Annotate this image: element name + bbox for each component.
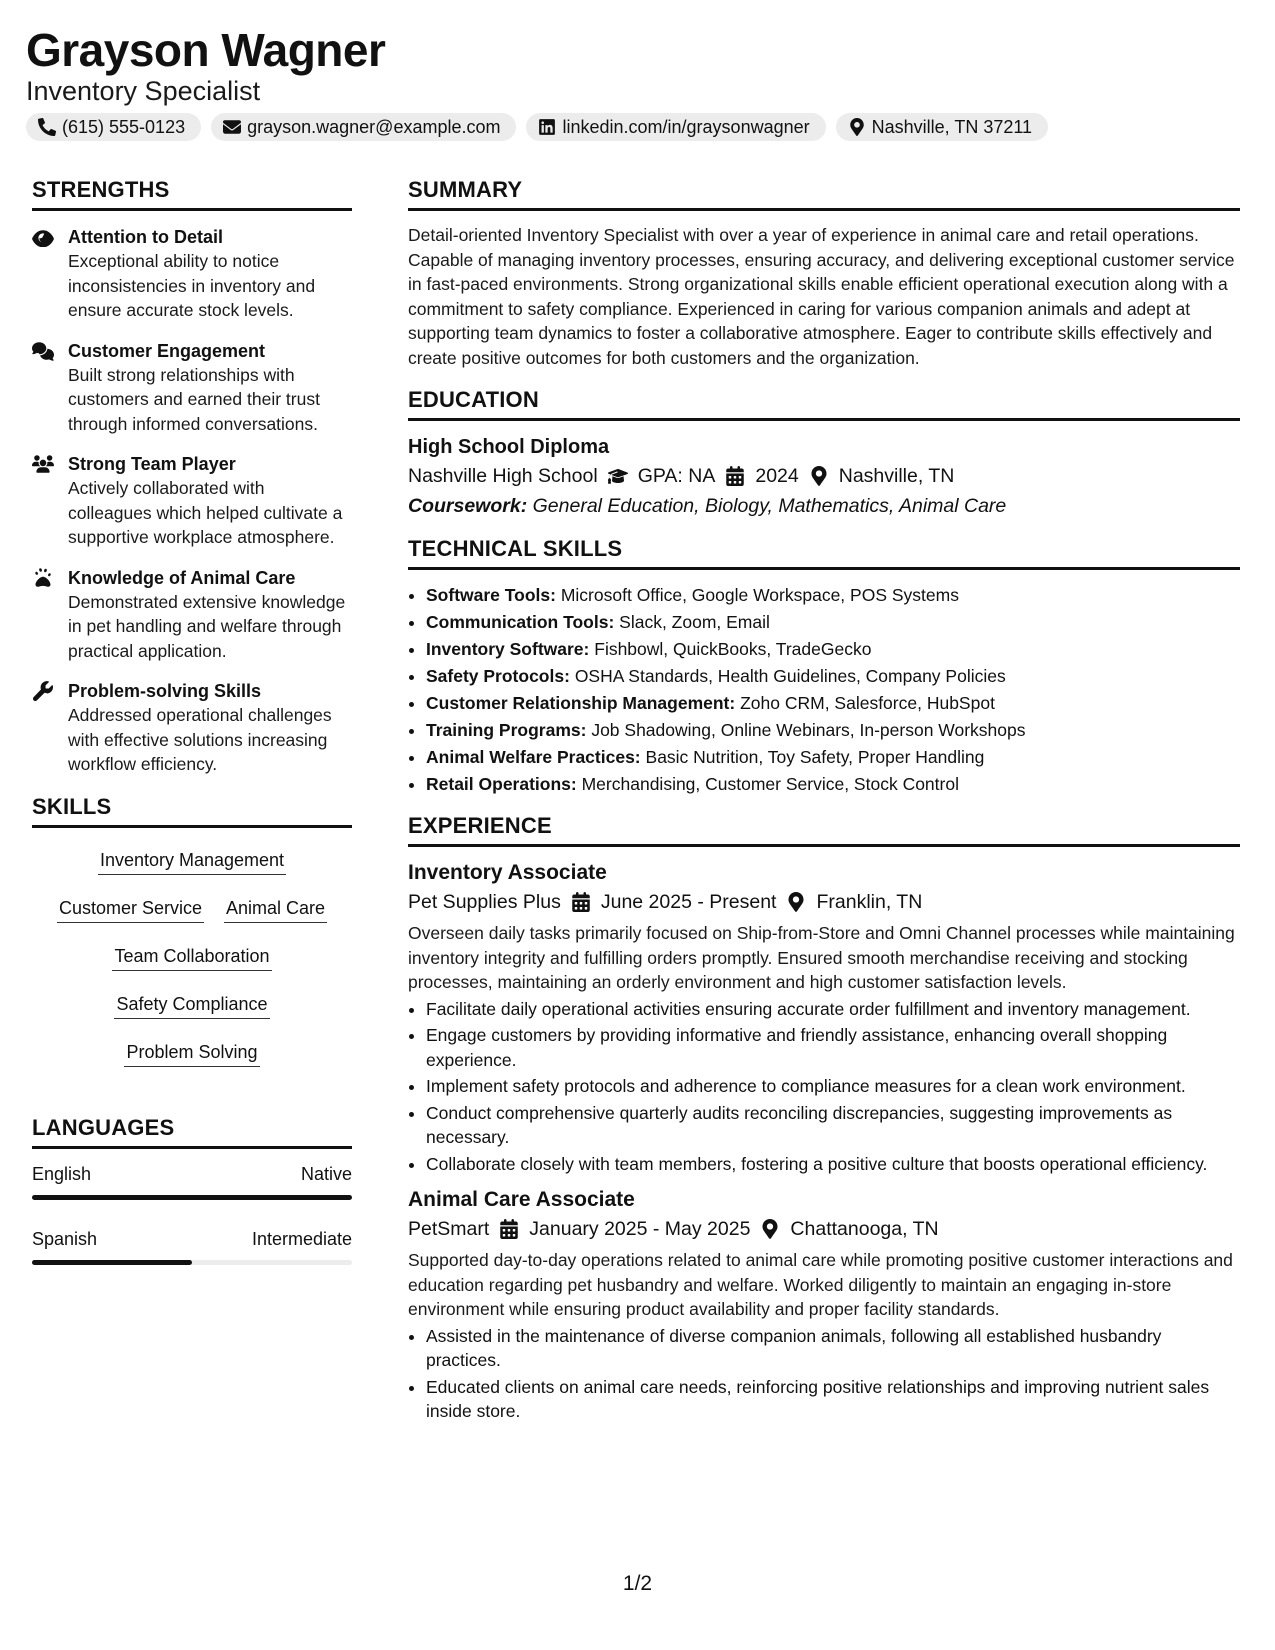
skill-tag: Safety Compliance bbox=[114, 988, 269, 1019]
strengths-list bbox=[32, 223, 352, 777]
job-company: PetSmart bbox=[408, 1218, 490, 1240]
job-title: Inventory Associate bbox=[408, 861, 607, 884]
right-column bbox=[408, 176, 1240, 1434]
contact-email-text: grayson.wagner@example.com bbox=[247, 116, 501, 137]
job-bullets bbox=[408, 1324, 1240, 1424]
list-item: • Implement safety protocols and adherence to compliance measures for a clean work environment. bbox=[426, 1074, 1240, 1099]
list-item: • Assisted in the maintenance of diverse companion animals, following all established husbandry practices. bbox=[426, 1324, 1240, 1373]
strength-desc: Actively collaborated with colleagues which helped cultivate a supportive workplace atmosphere. bbox=[68, 478, 343, 547]
skills-list bbox=[32, 840, 352, 1084]
language-level: Native bbox=[300, 1163, 352, 1184]
languages-list bbox=[32, 1161, 352, 1265]
strength-item bbox=[32, 452, 352, 550]
list-item bbox=[426, 771, 1240, 798]
tech-skill-value: OSHA Standards, Health Guidelines, Company Policies bbox=[574, 666, 1006, 686]
strength-title: Strong Team Player bbox=[68, 454, 236, 474]
strength-desc: Exceptional ability to notice inconsistencies in inventory and ensure accurate stock levels. bbox=[68, 251, 316, 320]
contact-bar bbox=[26, 113, 1048, 141]
language-proficiency-fill bbox=[32, 1260, 192, 1265]
page-number: 1/2 bbox=[622, 1572, 653, 1595]
contact-phone-text: (615) 555-0123 bbox=[62, 116, 186, 137]
contact-phone[interactable] bbox=[26, 113, 201, 141]
calendar-icon bbox=[499, 1219, 519, 1239]
education-coursework bbox=[408, 491, 1240, 521]
tech-skill-value: Slack, Zoom, Email bbox=[619, 612, 770, 632]
technical-skills-heading: TECHNICAL SKILLS bbox=[408, 535, 1240, 570]
skill-tag: Customer Service bbox=[57, 892, 204, 923]
tech-skill-label: Animal Welfare Practices: bbox=[426, 747, 641, 767]
strength-item bbox=[32, 339, 352, 437]
summary-text: Detail-oriented Inventory Specialist with over a year of experience in animal care and retail operations. Capable of managing inventory processes, ensuring accuracy, and delivering exceptional customer service in fast-paced environments. Strong organizational skills enable efficient operational execution along with a commitment to safety compliance. Experienced in caring for various companion animals and adept at supporting team dynamics to foster a collaborative atmosphere. Eager to contribute skills effectively and create positive outcomes for both customers and the organization. bbox=[408, 225, 1235, 368]
tech-skill-label: Communication Tools: bbox=[426, 612, 615, 632]
linkedin-icon bbox=[538, 118, 556, 136]
strength-desc: Built strong relationships with customers and earned their trust through informed conversations. bbox=[68, 364, 320, 434]
list-item bbox=[426, 690, 1240, 717]
skill-tag: Animal Care bbox=[224, 892, 327, 923]
job-dates: January 2025 - May 2025 bbox=[529, 1218, 751, 1240]
list-item bbox=[426, 663, 1240, 690]
education-gpa: GPA: NA bbox=[637, 465, 716, 487]
map-pin-icon bbox=[848, 118, 866, 136]
job-bullets bbox=[408, 997, 1240, 1177]
tech-skill-value: Zoho CRM, Salesforce, HubSpot bbox=[740, 693, 995, 713]
map-pin-icon bbox=[760, 1219, 780, 1239]
skill-tag: Team Collaboration bbox=[112, 940, 271, 971]
tech-skill-label: Customer Relationship Management: bbox=[426, 693, 736, 713]
experience-heading: EXPERIENCE bbox=[408, 812, 1240, 847]
job-company: Pet Supplies Plus bbox=[408, 891, 561, 913]
skill-tag: Inventory Management bbox=[98, 844, 286, 875]
candidate-title: Inventory Specialist bbox=[26, 76, 261, 106]
contact-linkedin[interactable] bbox=[526, 113, 825, 141]
education-degree: High School Diploma bbox=[408, 436, 610, 458]
tech-skill-label: Software Tools: bbox=[426, 585, 556, 605]
comments-icon bbox=[32, 341, 54, 361]
strength-title: Knowledge of Animal Care bbox=[68, 567, 296, 588]
wrench-icon bbox=[32, 681, 54, 701]
list-item bbox=[426, 744, 1240, 771]
tech-skill-value: Fishbowl, QuickBooks, TradeGecko bbox=[594, 639, 872, 659]
job-entry bbox=[408, 1186, 1240, 1424]
languages-heading: LANGUAGES bbox=[32, 1114, 352, 1149]
tech-skill-value: Microsoft Office, Google Workspace, POS Systems bbox=[560, 585, 959, 605]
tech-skill-value: Merchandising, Customer Service, Stock Control bbox=[581, 774, 959, 794]
language-name: English bbox=[32, 1163, 92, 1184]
tech-skill-label: Inventory Software: bbox=[426, 639, 590, 659]
paw-icon bbox=[32, 568, 54, 588]
education-meta bbox=[408, 461, 1240, 491]
education-school: Nashville High School bbox=[408, 465, 598, 487]
job-description: Supported day-to-day operations related to animal care while promoting positive customer interactions and education regarding pet husbandry and welfare. Worked diligently to maintain an engaging in-store environment while ensuring product availability and proper facility standards. bbox=[408, 1250, 1233, 1319]
contact-location bbox=[836, 113, 1048, 141]
list-item: • Collaborate closely with team members, fostering a positive culture that boosts operational efficiency. bbox=[426, 1152, 1240, 1177]
list-item bbox=[426, 717, 1240, 744]
contact-location-text: Nashville, TN 37211 bbox=[871, 116, 1033, 137]
language-proficiency-fill bbox=[32, 1195, 352, 1200]
list-item bbox=[426, 609, 1240, 636]
skills-heading: SKILLS bbox=[32, 793, 352, 828]
education-location: Nashville, TN bbox=[838, 465, 955, 487]
phone-icon bbox=[38, 118, 56, 136]
coursework-label: Coursework: bbox=[408, 495, 528, 517]
job-location: Franklin, TN bbox=[816, 891, 923, 913]
tech-skill-label: Training Programs: bbox=[426, 720, 587, 740]
education-heading: EDUCATION bbox=[408, 386, 1240, 421]
tech-skill-value: Basic Nutrition, Toy Safety, Proper Handling bbox=[645, 747, 985, 767]
language-proficiency-bar bbox=[32, 1195, 352, 1200]
job-entry bbox=[408, 859, 1240, 1176]
language-item bbox=[32, 1161, 352, 1200]
summary-heading: SUMMARY bbox=[408, 176, 1240, 211]
coursework-value: General Education, Biology, Mathematics, Animal Care bbox=[532, 495, 1007, 517]
eye-icon bbox=[32, 227, 54, 247]
strength-item bbox=[32, 566, 352, 664]
tech-skill-label: Safety Protocols: bbox=[426, 666, 570, 686]
job-title: Animal Care Associate bbox=[408, 1188, 635, 1211]
contact-linkedin-text: linkedin.com/in/graysonwagner bbox=[562, 116, 810, 137]
job-meta bbox=[408, 887, 1240, 917]
users-icon bbox=[32, 454, 54, 474]
strength-title: Customer Engagement bbox=[68, 340, 266, 361]
tech-skill-label: Retail Operations: bbox=[426, 774, 577, 794]
language-name: Spanish bbox=[32, 1228, 98, 1249]
list-item: • Educated clients on animal care needs, reinforcing positive relationships and improving nutrient sales inside store. bbox=[426, 1375, 1240, 1424]
map-pin-icon bbox=[786, 892, 806, 912]
calendar-icon bbox=[725, 466, 745, 486]
calendar-icon bbox=[571, 892, 591, 912]
map-pin-icon bbox=[809, 466, 829, 486]
language-item bbox=[32, 1226, 352, 1265]
contact-email[interactable] bbox=[211, 113, 516, 141]
graduation-cap-icon bbox=[608, 466, 628, 486]
strength-title: Attention to Detail bbox=[68, 227, 223, 247]
language-proficiency-bar bbox=[32, 1260, 352, 1265]
list-item: • Engage customers by providing informative and friendly assistance, enhancing overall shopping experience. bbox=[426, 1023, 1240, 1072]
candidate-name: Grayson Wagner bbox=[26, 24, 386, 76]
strength-item bbox=[32, 679, 352, 777]
list-item bbox=[426, 582, 1240, 609]
job-dates: June 2025 - Present bbox=[600, 891, 777, 913]
list-item: • Conduct comprehensive quarterly audits reconciling discrepancies, suggesting improvements as necessary. bbox=[426, 1101, 1240, 1150]
education-year: 2024 bbox=[755, 465, 799, 487]
strength-title: Problem-solving Skills bbox=[68, 681, 262, 701]
strengths-heading: STRENGTHS bbox=[32, 176, 352, 211]
skill-tag: Problem Solving bbox=[124, 1036, 259, 1067]
left-column bbox=[32, 176, 352, 1291]
strength-desc: Addressed operational challenges with effective solutions increasing workflow efficiency. bbox=[68, 705, 332, 774]
technical-skills-list bbox=[408, 582, 1240, 798]
list-item: • Facilitate daily operational activities ensuring accurate order fulfillment and inventory management. bbox=[426, 997, 1240, 1022]
strength-desc: Demonstrated extensive knowledge in pet handling and welfare through practical application. bbox=[68, 591, 346, 661]
language-level: Intermediate bbox=[251, 1228, 352, 1249]
strength-item bbox=[32, 225, 352, 323]
envelope-icon bbox=[223, 118, 241, 136]
job-location: Chattanooga, TN bbox=[790, 1218, 939, 1240]
job-meta bbox=[408, 1214, 1240, 1244]
list-item bbox=[426, 636, 1240, 663]
tech-skill-value: Job Shadowing, Online Webinars, In-person Workshops bbox=[591, 720, 1026, 740]
job-description: Overseen daily tasks primarily focused on Ship-from-Store and Omni Channel processes while maintaining inventory integrity and fulfilling orders promptly. Ensured smooth merchandise receiving and stocking processes, maintaining an orderly environment and high customer satisfaction levels. bbox=[408, 923, 1235, 992]
